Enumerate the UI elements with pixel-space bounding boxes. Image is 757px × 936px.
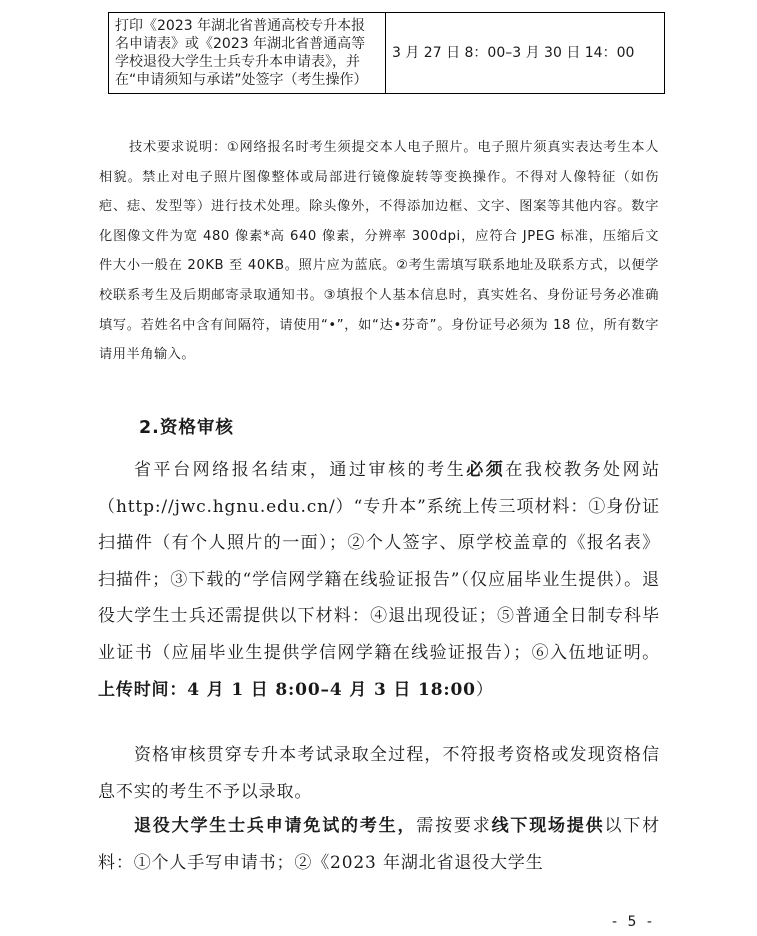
table-row [109, 13, 665, 94]
paragraph-veteran-exemption [98, 808, 660, 881]
paragraph-upload-materials [98, 452, 660, 708]
para1-text-a: 省平台网络报名结束，通过审核的考生 [134, 460, 467, 480]
page-number: - 5 - [612, 914, 655, 930]
table-cell-time: 3 月 27 日 8：00–3 月 30 日 14：00 [386, 13, 665, 94]
para1-text-e: ） [475, 679, 494, 700]
section-heading: 2.资格审核 [139, 418, 234, 438]
para3-text-b: 需按要求 [416, 816, 492, 836]
para1-emphasis-must: 必须 [466, 460, 506, 480]
para3-veteran-label: 退役大学生士兵申请免试的考生， [134, 816, 417, 836]
schedule-table [108, 12, 665, 94]
paragraph-review-scope: 资格审核贯穿专升本考试录取全过程，不符报考资格或发现资格信息不实的考生不予以录取。 [98, 745, 660, 802]
para1-text-c: 在我校教务处网站（http://jwc.hgnu.edu.cn/）“专升本”系统上传三项材料：①身份证扫描件（有个人照片的一面）；②个人签字、原学校盖章的《报名表》扫描件；③下载的“学信网学籍在线验证报告”（仅应届毕业生提供）。退役大学生士兵还需提供以下材料：④退出现役证；⑤普通全日制专科毕业证书（应届毕业生提供学信网学籍在线验证报告）；⑥入伍地证明。 [98, 460, 660, 663]
para3-offline-label: 线下现场提供 [491, 816, 605, 836]
table-cell-step: 打印《2023 年湖北省普通高校专升本报名申请表》或《2023 年湖北省普通高等学校退役大学生士兵专升本申请表》，并在“申请须知与承诺”处签字（考生操作） [109, 13, 386, 94]
para3-text-d: 以下材料：①个人手写申请书；②《2023 年湖北省退役大学生 [98, 816, 660, 873]
technical-requirements-note: 技术要求说明：①网络报名时考生须提交本人电子照片。电子照片须真实表达考生本人相貌。禁止对电子照片图像整体或局部进行镜像旋转等变换操作。不得对人像特征（如伤疤、痣、发型等）进行技术处理。除头像外，不得添加边框、文字、图案等其他内容。数字化图像文件为宽 480 像素*高 640 像素，分辨率 300dpi，应符合 JPEG 标准，压缩后文件大小一般在 20KB 至 40KB。照片应为蓝底。②考生需填写联系地址及联系方式，以便学校联系考生及后期邮寄录取通知书。③填报个人基本信息时，真实姓名、身份证号务必准确填写。若姓名中含有间隔符，请使用“•”，如“达•芬奇”。身份证号必须为 18 位，所有数字请用半角输入。 [99, 140, 659, 363]
para1-upload-time: 上传时间：4 月 1 日 8:00–4 月 3 日 18:00 [98, 679, 476, 700]
